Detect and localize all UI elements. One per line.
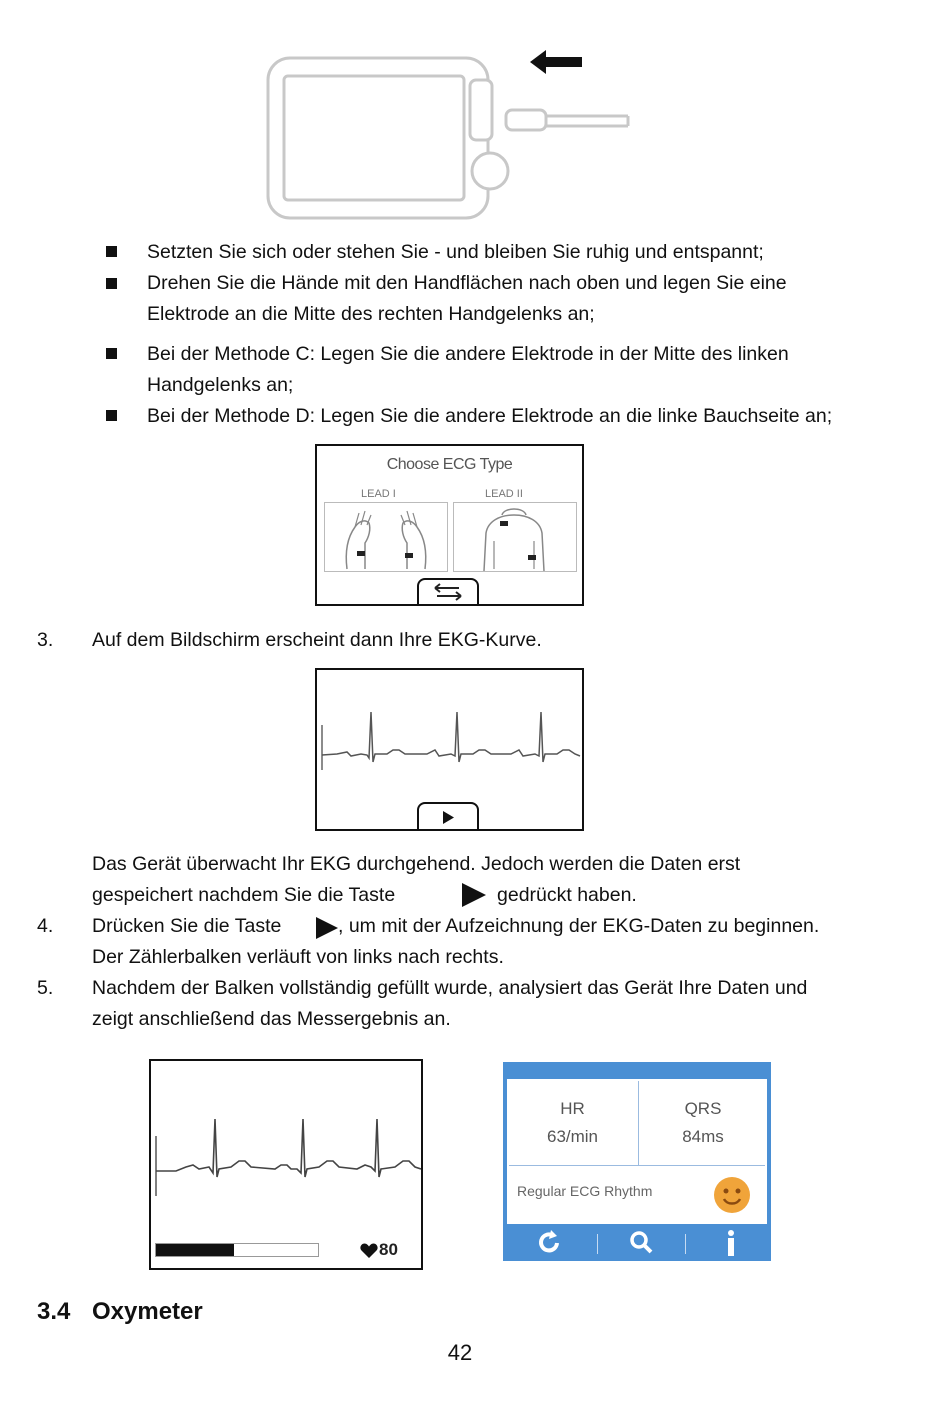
heart-rate-value: 80 (379, 1240, 398, 1259)
bullet-text-1: Setzten Sie sich oder stehen Sie - und bleiben Sie ruhig und entspannt; (147, 241, 764, 263)
info-button[interactable] (687, 1227, 767, 1259)
step-4-text-a: Drücken Sie die Taste (92, 915, 282, 937)
play-icon (419, 804, 477, 829)
play-icon (316, 917, 340, 944)
qrs-label: QRS (684, 1099, 722, 1118)
device-illustration (262, 40, 642, 225)
switch-button[interactable] (417, 578, 479, 604)
step-3-text: Auf dem Bildschirm erscheint dann Ihre EKG-Kurve. (92, 629, 542, 651)
hr-label: HR (560, 1099, 585, 1118)
bullet-icon (106, 246, 117, 257)
search-icon (599, 1227, 685, 1259)
play-button[interactable] (417, 802, 479, 829)
lead-1-label: LEAD I (361, 488, 396, 500)
refresh-icon (507, 1227, 593, 1259)
result-panel (507, 1079, 767, 1224)
page-number: 42 (447, 1340, 473, 1365)
bullet-text-3-cont: Handgelenks an; (147, 374, 294, 396)
ecg-type-title: Choose ECG Type (386, 456, 513, 473)
bullet-text-2-cont: Elektrode an die Mitte des rechten Handgelenks an; (147, 303, 595, 325)
ecg-waveform (151, 1061, 421, 1211)
refresh-button[interactable] (507, 1227, 593, 1259)
step-5-line-1: Nachdem der Balken vollständig gefüllt wurde, analysiert das Gerät Ihre Daten und (92, 977, 808, 999)
smiley-icon (713, 1176, 751, 1219)
step-number: 4. (37, 915, 54, 937)
step-4-line-2: Der Zählerbalken verläuft von links nach rechts. (92, 946, 504, 968)
toolbar-divider (685, 1234, 686, 1254)
bullet-text-2: Drehen Sie die Hände mit den Handflächen nach oben und legen Sie eine (147, 272, 787, 294)
bullet-text-3: Bei der Methode C: Legen Sie die andere Elektrode in der Mitte des linken (147, 343, 789, 365)
play-icon (462, 883, 488, 912)
ecg-type-screen (315, 444, 584, 606)
info-icon (687, 1227, 767, 1259)
step-4-text-b: , um mit der Aufzeichnung der EKG-Daten zu beginnen. (338, 915, 820, 937)
lead-2-panel[interactable] (453, 502, 577, 572)
rhythm-text: Regular ECG Rhythm (517, 1183, 653, 1199)
recording-screen (149, 1059, 423, 1270)
recording-progress-fill (156, 1244, 234, 1256)
bullet-icon (106, 348, 117, 359)
lead-1-panel[interactable] (324, 502, 448, 572)
divider (509, 1165, 765, 1166)
bullet-icon (106, 410, 117, 421)
step-5-line-2: zeigt anschließend das Messergebnis an. (92, 1008, 451, 1030)
search-button[interactable] (599, 1227, 685, 1259)
qrs-value: 84ms (682, 1127, 724, 1146)
swap-arrows-icon (419, 580, 477, 604)
toolbar-divider (597, 1234, 598, 1254)
paragraph-line-2a: gespeichert nachdem Sie die Taste (92, 884, 396, 906)
paragraph-line-1: Das Gerät überwacht Ihr EKG durchgehend. Jedoch werden die Daten erst (92, 853, 741, 875)
hr-value: 63/min (546, 1127, 599, 1146)
status-bar (503, 1062, 771, 1078)
recording-progress-bar (155, 1243, 319, 1257)
result-screen (503, 1062, 771, 1261)
lead-2-label: LEAD II (485, 488, 523, 500)
section-title: Oxymeter (92, 1298, 203, 1325)
ecg-curve-screen (315, 668, 584, 831)
heart-icon (360, 1243, 378, 1259)
insert-arrow-icon (530, 48, 585, 76)
section-number: 3.4 (37, 1298, 71, 1325)
step-number: 5. (37, 977, 54, 999)
bullet-icon (106, 278, 117, 289)
bullet-text-4: Bei der Methode D: Legen Sie die andere Elektrode an die linke Bauchseite an; (147, 405, 833, 427)
divider (638, 1081, 639, 1165)
paragraph-line-2b: gedrückt haben. (497, 884, 637, 906)
step-number: 3. (37, 629, 54, 651)
